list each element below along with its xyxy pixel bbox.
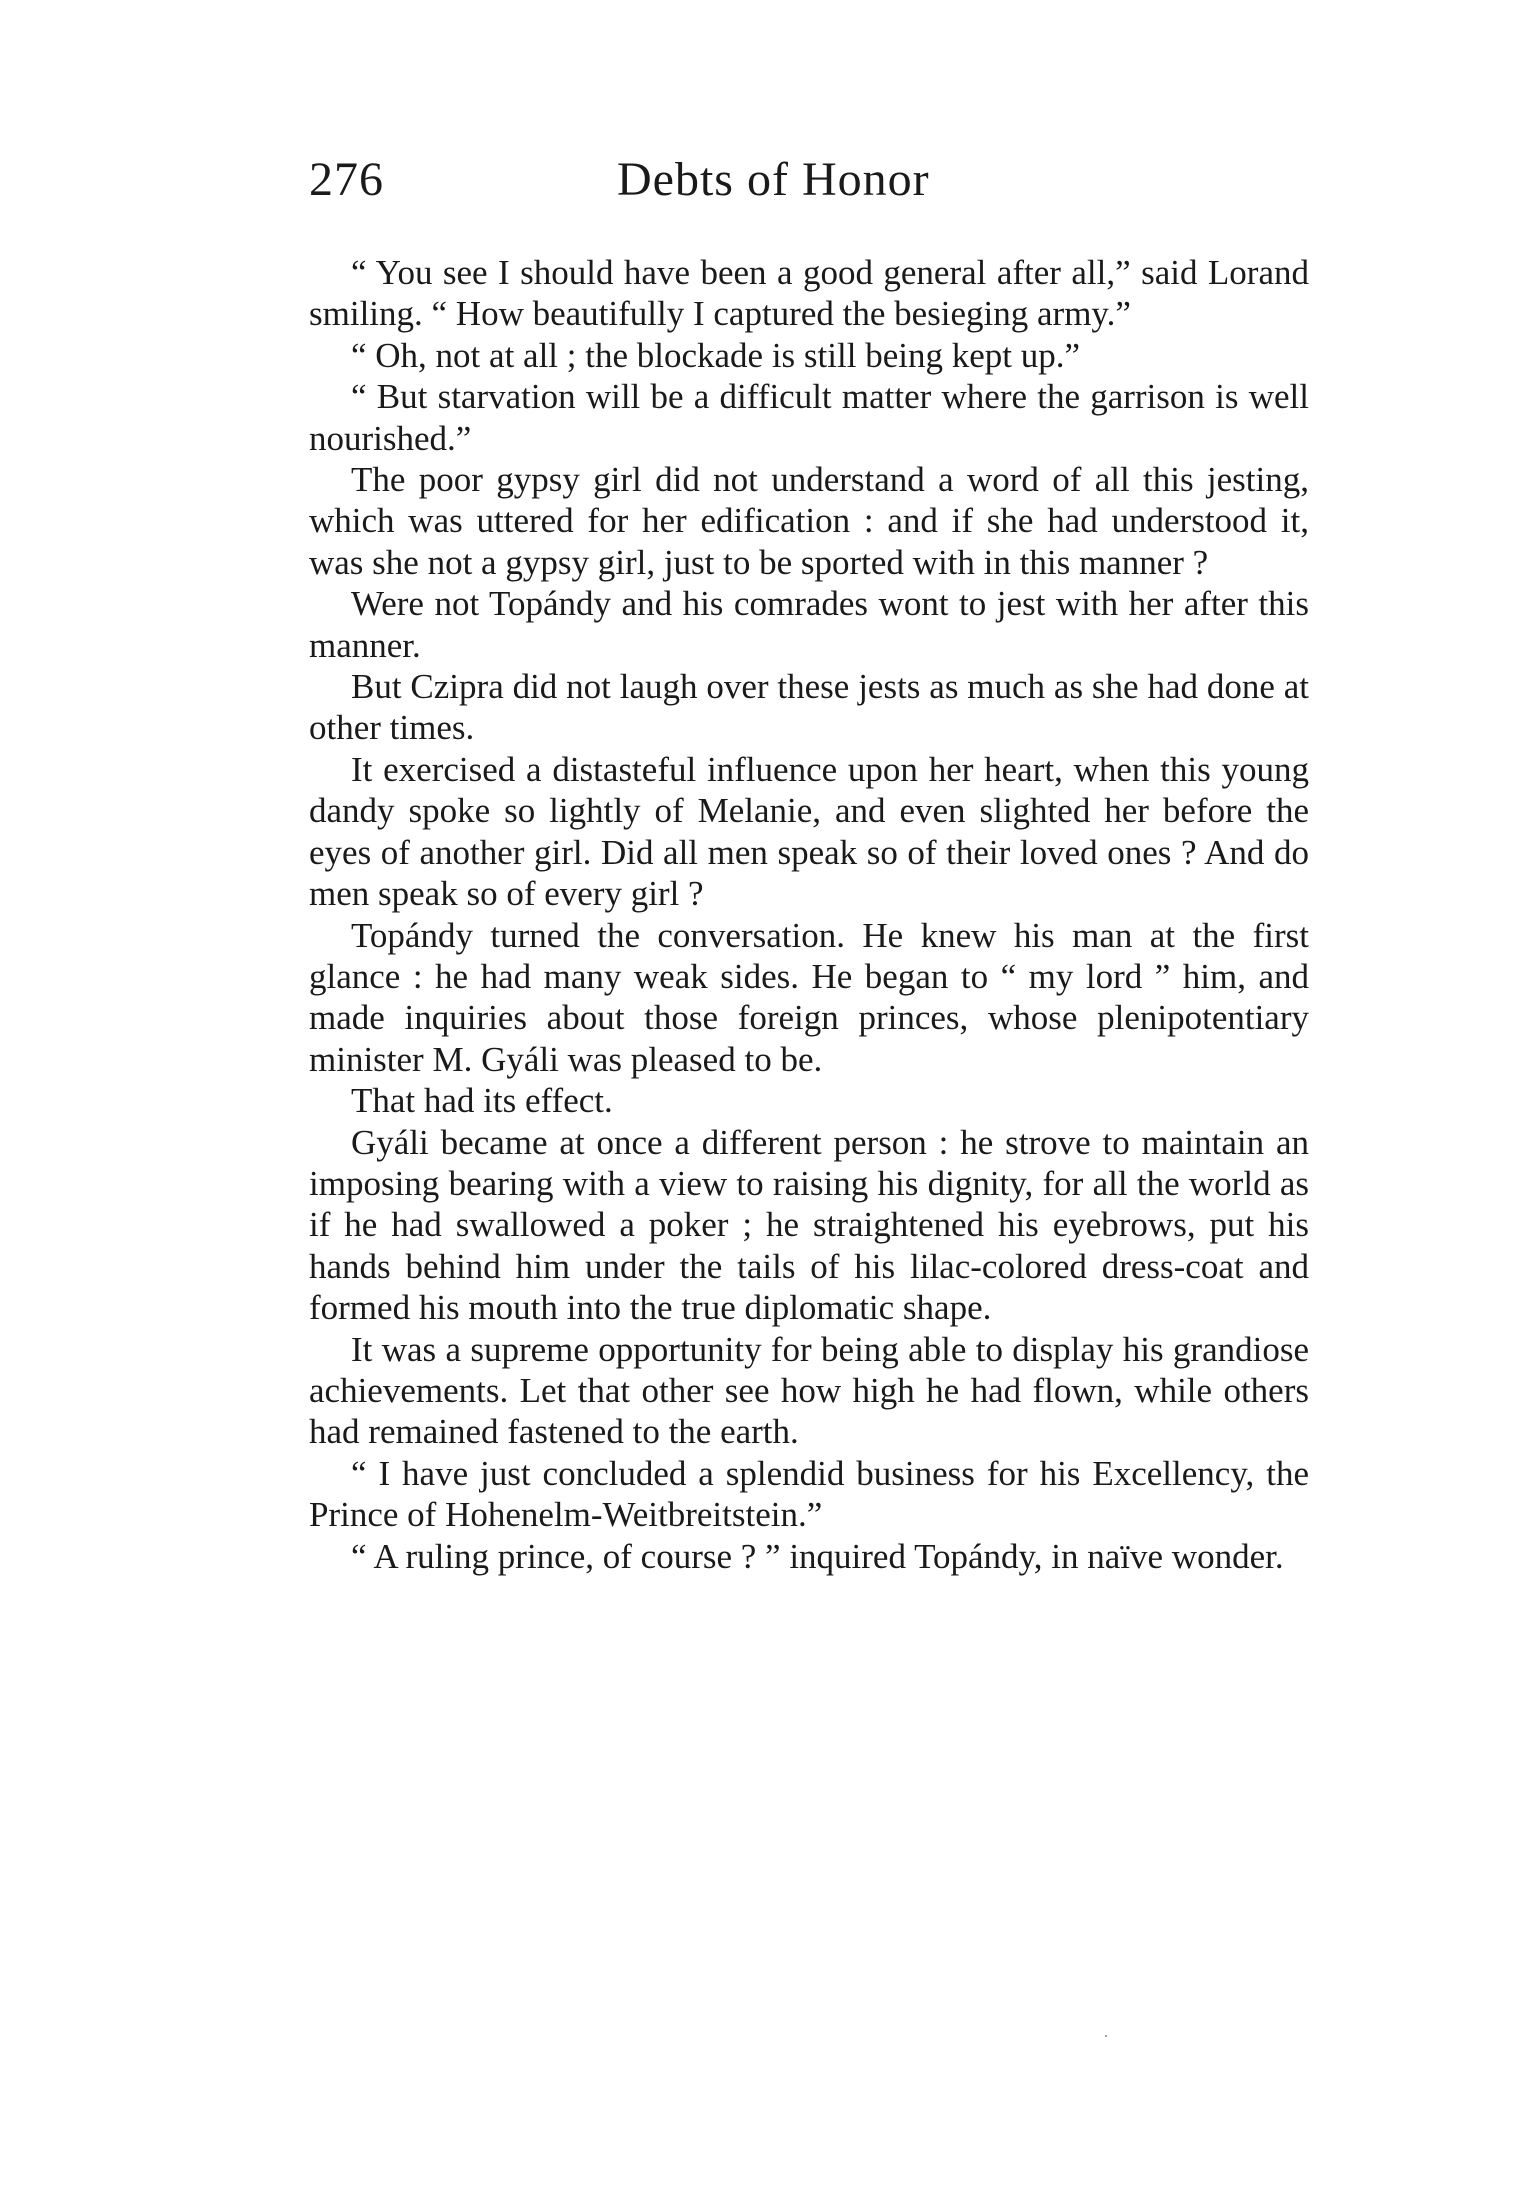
paragraph: “ I have just concluded a splendid business for his Excellency, the Prince of Hohenelm-Weitbreitstein.” xyxy=(309,1453,1309,1535)
paragraph: It exercised a distasteful influence upon her heart, when this young dandy spoke so lightly of Melanie, and even slighted her before the eyes of another girl. Did all men speak so of their loved ones ? And do men speak so of every girl ? xyxy=(309,749,1309,914)
paragraph: It was a supreme opportunity for being able to display his grandiose achievements. Let that other see how high he had flown, while others had remained fastened to the earth. xyxy=(309,1329,1309,1452)
page-header xyxy=(309,152,1309,222)
paragraph: Gyáli became at once a different person : he strove to maintain an imposing bearing with a view to raising his dignity, for all the world as if he had swallowed a poker ; he straightened his eyebrows, put his hands behind him under the tails of his lilac-colored dress-coat and formed his mouth into the true diplomatic shape. xyxy=(309,1122,1309,1328)
page-number: 276 xyxy=(309,153,384,206)
running-title: Debts of Honor xyxy=(617,153,930,206)
paragraph: That had its effect. xyxy=(351,1081,613,1121)
body-text xyxy=(309,252,1309,1577)
paper-speck xyxy=(1105,2035,1107,2037)
paragraph: “ Oh, not at all ; the blockade is still being kept up.” xyxy=(351,335,1081,375)
paragraph: Topándy turned the conversation. He knew his man at the first glance : he had many weak sides. He began to “ my lord ” him, and made inquiries about those foreign princes, whose plenipotentiary minister M. Gyáli was pleased to be. xyxy=(309,915,1309,1079)
paragraph: But Czipra did not laugh over these jests as much as she had done at other times. xyxy=(309,667,1309,748)
paragraph: Were not Topándy and his comrades wont to jest with her after this manner. xyxy=(309,584,1309,665)
paragraph: “ But starvation will be a difficult matter where the garrison is well nourished.” xyxy=(309,377,1309,458)
paragraph: “ You see I should have been a good general after all,” said Lorand smiling. “ How beautifully I captured the besieging army.” xyxy=(309,253,1309,334)
paragraph: The poor gypsy girl did not understand a word of all this jesting, which was uttered for her edification : and if she had understood it, was she not a gypsy girl, just to be sported with in this manner ? xyxy=(309,460,1309,582)
paragraph: “ A ruling prince, of course ? ” inquired Topándy, in naïve wonder. xyxy=(351,1536,1284,1576)
